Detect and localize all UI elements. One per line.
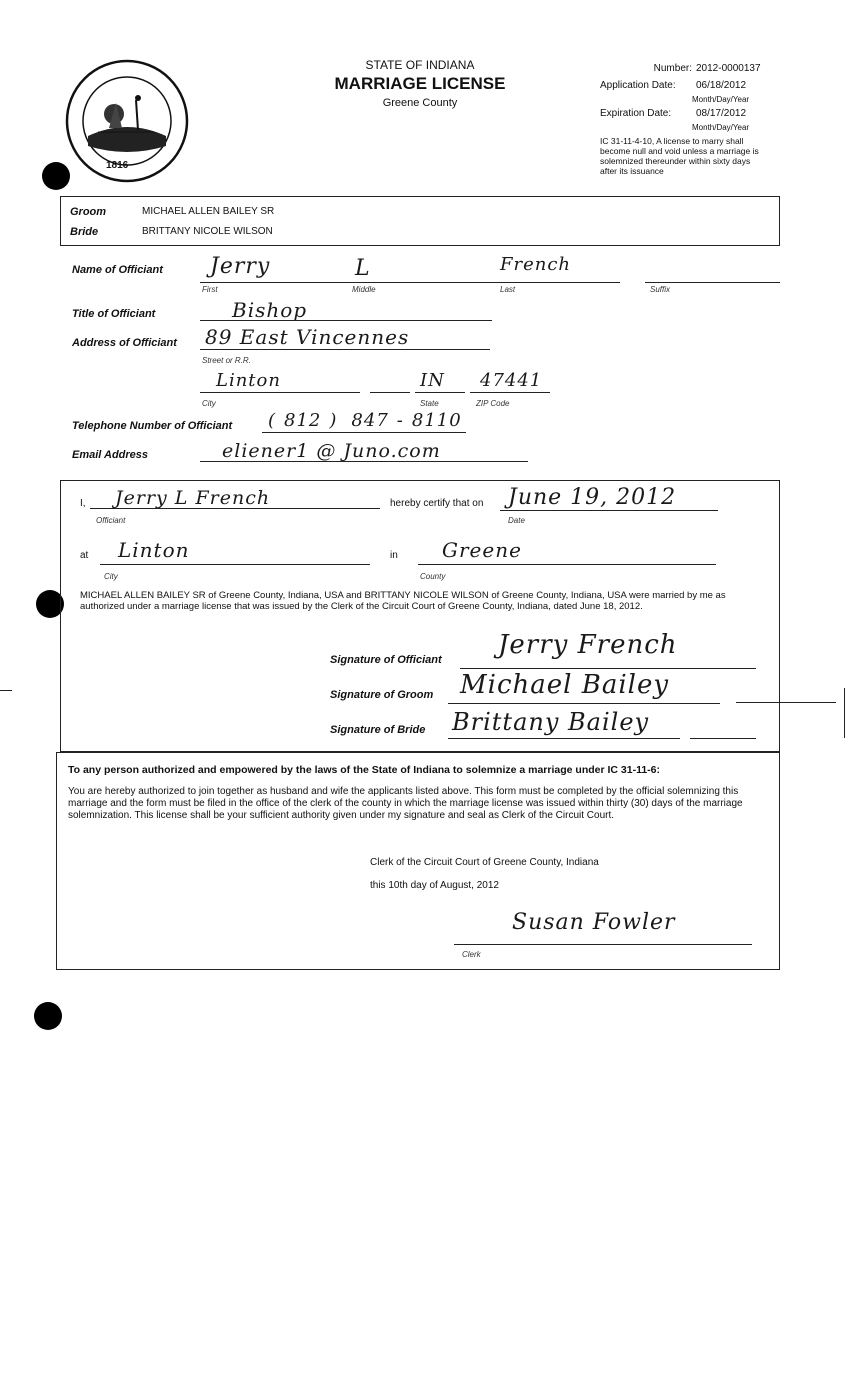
date-format-caption: Month/Day/Year <box>692 95 750 104</box>
marriage-city: Linton <box>118 538 190 562</box>
officiant-signature: Jerry French <box>498 630 678 660</box>
officiant-email-label: Email Address <box>72 449 149 461</box>
groom-signature: Michael Bailey <box>460 670 670 700</box>
county-caption: County <box>420 572 446 581</box>
officiant-title: Bishop <box>232 298 308 322</box>
officiant-title-label: Title of Officiant <box>72 308 156 320</box>
bride-signature-label: Signature of Bride <box>330 724 426 736</box>
certificate-box <box>60 480 780 752</box>
groom-name: MICHAEL ALLEN BAILEY SR <box>142 206 275 217</box>
first-caption: First <box>202 285 218 294</box>
marriage-date: June 19, 2012 <box>508 485 677 510</box>
officiant-middle-name: L <box>355 256 371 281</box>
groom-signature-label: Signature of Groom <box>330 689 434 701</box>
officiant-zip: 47441 <box>480 370 543 391</box>
authorization-body: You are hereby authorized to join together as husband and wife the applicants listed above. This form must be completed by the official solemnizing this marriage and the form must be filed in the office of the clerk of the county in which the marriage license was issued within thirty (30) days of the marriage solemnization. This license shall be your sufficient authority given under my signature and seal as Clerk of the Circuit Court. <box>68 786 743 821</box>
clerk-signature: Susan Fowler <box>512 910 676 935</box>
bride-name: BRITTANY NICOLE WILSON <box>142 226 273 237</box>
certificate-officiant: Jerry L French <box>115 487 271 509</box>
city-caption: City <box>104 572 118 581</box>
officiant-street: 89 East Vincennes <box>205 325 410 349</box>
state-caption: State <box>420 399 439 408</box>
clerk-of-court: Clerk of the Circuit Court of Greene County, Indiana <box>370 857 599 868</box>
in-text: in <box>390 550 398 561</box>
statute-note: IC 31-11-4-10, A license to marry shall become null and void unless a marriage is solemnized thereunder within sixty days after its issuance <box>600 136 759 176</box>
county-heading: Greene County <box>382 97 458 109</box>
expiration-date: 08/17/2012 <box>696 108 747 119</box>
officiant-phone-label: Telephone Number of Officiant <box>72 420 233 432</box>
middle-caption: Middle <box>352 285 376 294</box>
license-number: 2012-0000137 <box>696 63 761 74</box>
date-caption: Date <box>508 516 525 525</box>
phone-prefix: 847 <box>351 410 389 431</box>
officiant-city: Linton <box>216 370 281 391</box>
date-format-caption: Month/Day/Year <box>692 123 750 132</box>
last-caption: Last <box>500 285 516 294</box>
punch-hole <box>34 1002 62 1030</box>
officiant-email: eliener1 @ Juno.com <box>222 440 441 462</box>
clerk-caption: Clerk <box>462 950 481 959</box>
seal-year: 1816 <box>106 160 129 171</box>
suffix-caption: Suffix <box>650 285 671 294</box>
certificate-statement: MICHAEL ALLEN BAILEY SR of Greene County, Indiana, USA and BRITTANY NICOLE WILSON of Greene County, Indiana, USA were married by me as authorized under a marriage license that was issued by the Clerk of the Circuit Court of Greene County, Indiana, dated June 18, 2012. <box>80 590 726 612</box>
state-heading: STATE OF INDIANA <box>365 58 475 72</box>
phone-line: 8110 <box>411 410 462 431</box>
application-date: 06/18/2012 <box>696 80 747 91</box>
officiant-first-name: Jerry <box>210 254 271 279</box>
groom-label: Groom <box>70 206 107 218</box>
officiant-signature-label: Signature of Officiant <box>330 654 442 666</box>
officiant-name-label: Name of Officiant <box>72 264 163 276</box>
bride-label: Bride <box>70 226 99 238</box>
at-text: at <box>80 550 89 561</box>
certify-text: hereby certify that on <box>390 498 484 509</box>
officiant-state: IN <box>420 370 445 391</box>
application-date-label: Application Date: <box>600 80 676 91</box>
couple-box <box>60 196 780 246</box>
expiration-date-label: Expiration Date: <box>600 108 672 119</box>
number-label: Number: <box>653 63 692 74</box>
officiant-last-name: French <box>500 254 572 275</box>
marriage-county: Greene <box>442 538 522 562</box>
officiant-caption: Officiant <box>96 516 126 525</box>
authorization-heading: To any person authorized and empowered by the laws of the State of Indiana to solemnize a marriage under IC 31-11-6: <box>68 764 661 776</box>
city-caption: City <box>202 399 216 408</box>
page-title: MARRIAGE LICENSE <box>334 74 506 93</box>
officiant-address-label: Address of Officiant <box>72 337 177 349</box>
clerk-dated: this 10th day of August, 2012 <box>370 880 499 891</box>
certificate-i: I, <box>80 498 86 509</box>
zip-caption: ZIP Code <box>476 399 510 408</box>
phone-area-code: 812 <box>284 410 322 431</box>
street-caption: Street or R.R. <box>202 356 251 365</box>
bride-signature: Brittany Bailey <box>452 708 650 736</box>
